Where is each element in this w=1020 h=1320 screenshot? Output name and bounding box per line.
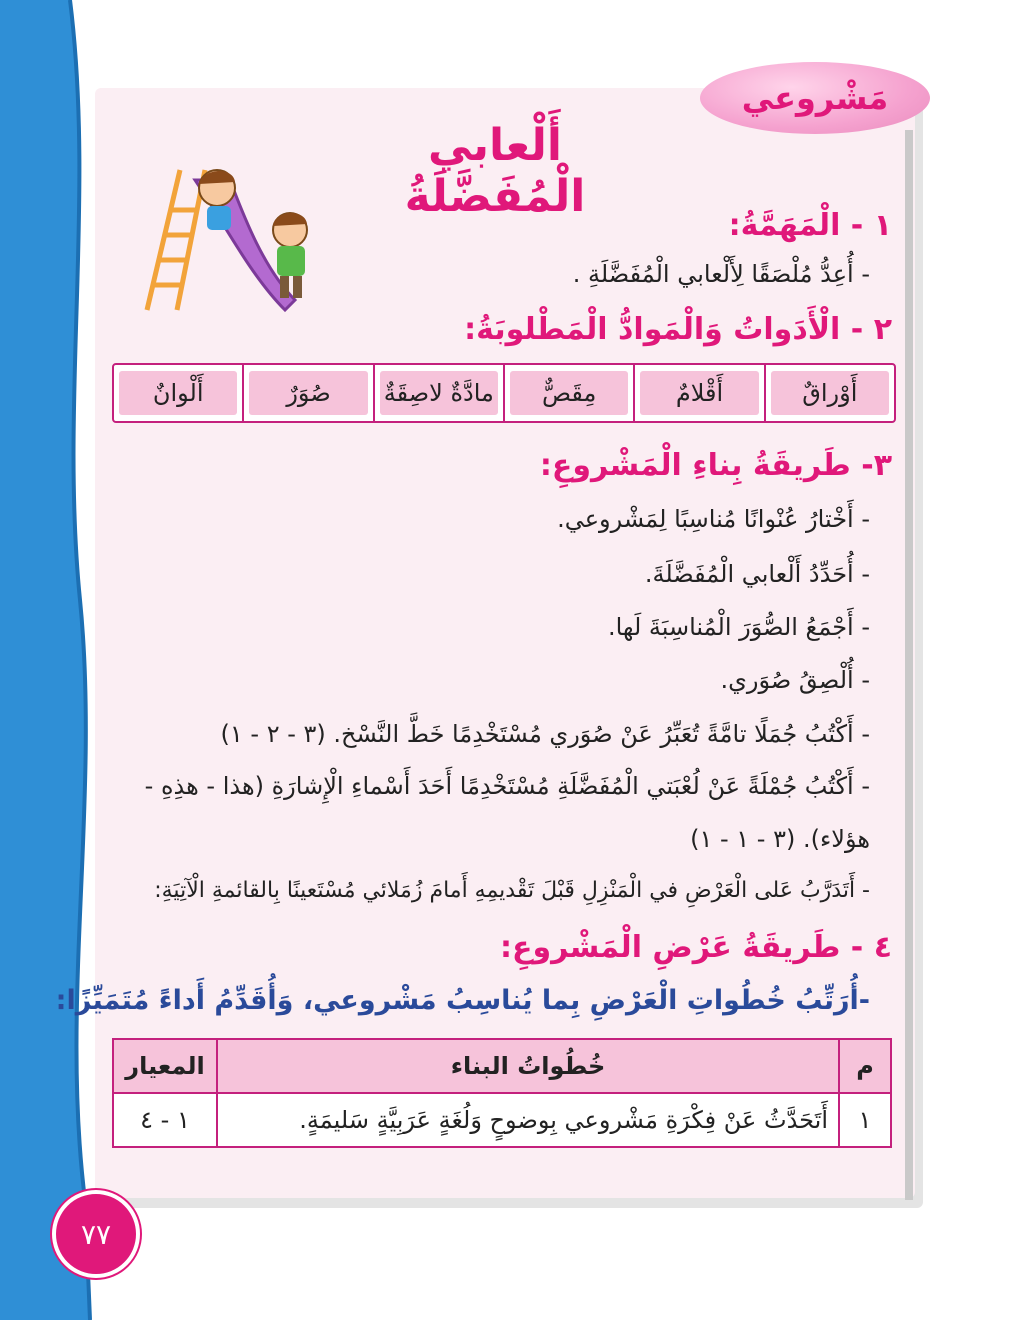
section-3-line-1: - أَخْتارُ عُنْوانًا مُناسِبًا لِمَشْروعي. bbox=[557, 505, 870, 533]
children-slide-illustration bbox=[135, 160, 340, 320]
steps-table-header bbox=[113, 1039, 891, 1093]
material-cell: أَلْوانٌ bbox=[114, 365, 244, 421]
section-1-line: - أُعِدُّ مُلْصَقًا لِأَلْعابي الْمُفَضَّلَةِ . bbox=[572, 260, 870, 288]
materials-table bbox=[112, 363, 896, 423]
section-1-heading: ١ - الْمَهَمَّةُ: bbox=[728, 208, 892, 243]
section-3-line-8: - أَتَدَرَّبُ عَلى الْعَرْضِ في الْمَنْزِلِ قَبْلَ تَقْديمِهِ أَمامَ زُمَلائي مُسْتَعينًا بِالقائمةِ الْآتِيَةِ: bbox=[154, 878, 870, 903]
section-2-heading: ٢ - الْأَدَواتُ وَالْمَوادُّ الْمَطْلوبَةُ: bbox=[464, 312, 892, 347]
decorative-blue-wave bbox=[0, 0, 110, 1320]
material-cell: أَقْلامٌ bbox=[635, 365, 765, 421]
section-3-line-6: - أَكْتُبُ جُمْلَةً عَنْ لُعْبَتي الْمُفَضَّلَةِ مُسْتَخْدِمًا أَحَدَ أَسْماءِ الْإِشارَةِ (هذا - هذِهِ - bbox=[144, 772, 870, 800]
section-3-line-4: - أُلْصِقُ صُوَري. bbox=[720, 666, 870, 694]
table-row bbox=[113, 1093, 891, 1147]
page-number: ٧٧ bbox=[52, 1190, 140, 1278]
row-criterion: ١ - ٤ bbox=[113, 1093, 217, 1147]
header-num: م bbox=[839, 1039, 891, 1093]
section-3-line-2: - أُحَدِّدُ أَلْعابي الْمُفَضَّلَةَ. bbox=[644, 560, 870, 588]
section-4-subheading: -أُرَتِّبُ خُطُواتِ الْعَرْضِ بِما يُناسِبُ مَشْروعي، وَأُقَدِّمُ أَداءً مُتَمَيِّزًا: bbox=[55, 985, 870, 1016]
material-cell: مادَّةٌ لاصِقَةٌ bbox=[375, 365, 505, 421]
header-criterion: المعيار bbox=[113, 1039, 217, 1093]
section-3-heading: ٣- طَريقَةُ بِناءِ الْمَشْروعِ: bbox=[539, 448, 892, 483]
header-steps: خُطُواتُ البناء bbox=[217, 1039, 839, 1093]
row-num: ١ bbox=[839, 1093, 891, 1147]
material-cell: صُوَرٌ bbox=[244, 365, 374, 421]
section-3-line-7: هؤلاء). (٣ - ١ - ١) bbox=[690, 825, 870, 853]
section-3-line-3: - أَجْمَعُ الصُّوَرَ الْمُناسِبَةَ لَها. bbox=[607, 613, 870, 641]
section-3-line-5: - أَكْتُبُ جُمَلًا تامَّةً تُعَبِّرُ عَنْ صُوَري مُسْتَخْدِمًا خَطَّ النَّسْخ. (٣ - ٢ - ١) bbox=[220, 720, 870, 748]
steps-table bbox=[112, 1038, 892, 1148]
material-cell: أَوْراقٌ bbox=[766, 365, 894, 421]
material-cell: مِقَصٌّ bbox=[505, 365, 635, 421]
page-title: أَلْعابي الْمُفَضَّلَةُ bbox=[404, 120, 586, 222]
project-badge: مَشْروعي bbox=[700, 62, 930, 134]
section-4-heading: ٤ - طَريقَةُ عَرْضِ الْمَشْروعِ: bbox=[499, 930, 892, 965]
page-edge-shadow bbox=[905, 130, 913, 1200]
row-step: أَتَحَدَّثُ عَنْ فِكْرَةِ مَشْروعي بِوضوحٍ وَلُغَةٍ عَرَبِيَّةٍ سَليمَةٍ. bbox=[217, 1093, 839, 1147]
